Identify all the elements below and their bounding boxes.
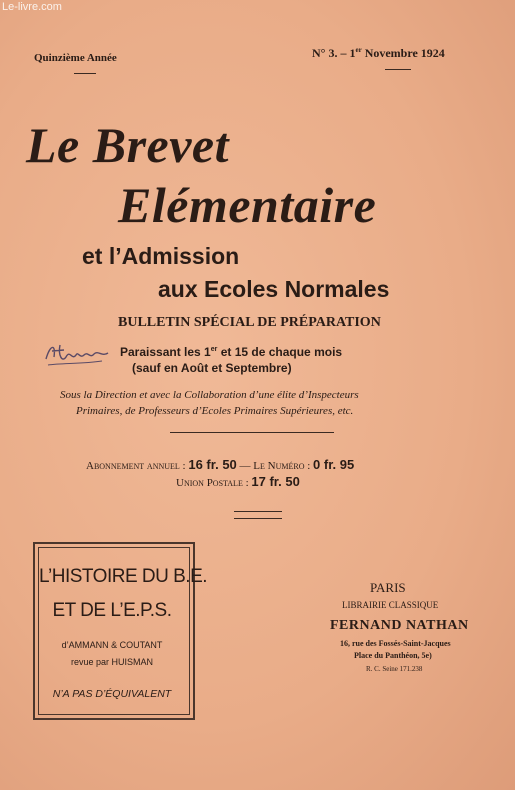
- subtitle-line-1: et l’Admission: [82, 243, 240, 269]
- publisher-name: FERNAND NATHAN: [330, 618, 469, 633]
- subscription-prices: Abonnement annuel : 16 fr. 50 — Le Numéro : 0 fr. 95: [86, 457, 355, 472]
- ad-revised: revue par HUISMAN: [70, 657, 154, 667]
- divider: [74, 73, 96, 74]
- issue-date: N° 3. – 1er Novembre 1924: [312, 46, 445, 60]
- ad-tagline: N’A PAS D’ÉQUIVALENT: [52, 688, 172, 700]
- ad-title-line-2: ET DE L’E.P.S.: [52, 600, 172, 621]
- divider: [385, 69, 411, 70]
- publication-frequency: Paraissant les 1er et 15 de chaque mois: [120, 345, 343, 359]
- title-line-1: Le Brevet: [26, 117, 230, 173]
- handwritten-signature: [42, 337, 112, 373]
- subtitle-line-2: aux Ecoles Normales: [158, 276, 390, 302]
- bulletin-heading: BULLETIN SPÉCIAL DE PRÉPARATION: [118, 315, 381, 330]
- direction-line-2: Primaires, de Professeurs d’Ecoles Primaires Supérieures, etc.: [76, 405, 354, 417]
- year-label: Quinzième Année: [34, 52, 117, 64]
- publisher-city: PARIS: [370, 580, 406, 595]
- ad-authors: d’AMMANN & COUTANT: [61, 640, 163, 650]
- direction-line-1: Sous la Direction et avec la Collaboration d’une élite d’Inspecteurs: [60, 389, 359, 401]
- publisher-address-1: 16, rue des Fossés-Saint-Jacques: [340, 639, 451, 648]
- publisher-kind: LIBRAIRIE CLASSIQUE: [342, 600, 439, 610]
- divider: [170, 432, 334, 433]
- watermark: Le-livre.com: [2, 1, 62, 13]
- ad-title-line-1: L’HISTOIRE DU B.E.: [39, 566, 208, 587]
- advertisement-box: [33, 542, 208, 720]
- publication-exception: (sauf en Août et Septembre): [132, 361, 292, 375]
- postal-price: Union Postale : 17 fr. 50: [176, 474, 300, 489]
- publisher-address-2: Place du Panthéon, 5e): [354, 651, 432, 660]
- publisher-registry: R. C. Seine 171.238: [366, 665, 423, 673]
- double-divider: [234, 511, 282, 519]
- title-line-2: Elémentaire: [118, 177, 377, 233]
